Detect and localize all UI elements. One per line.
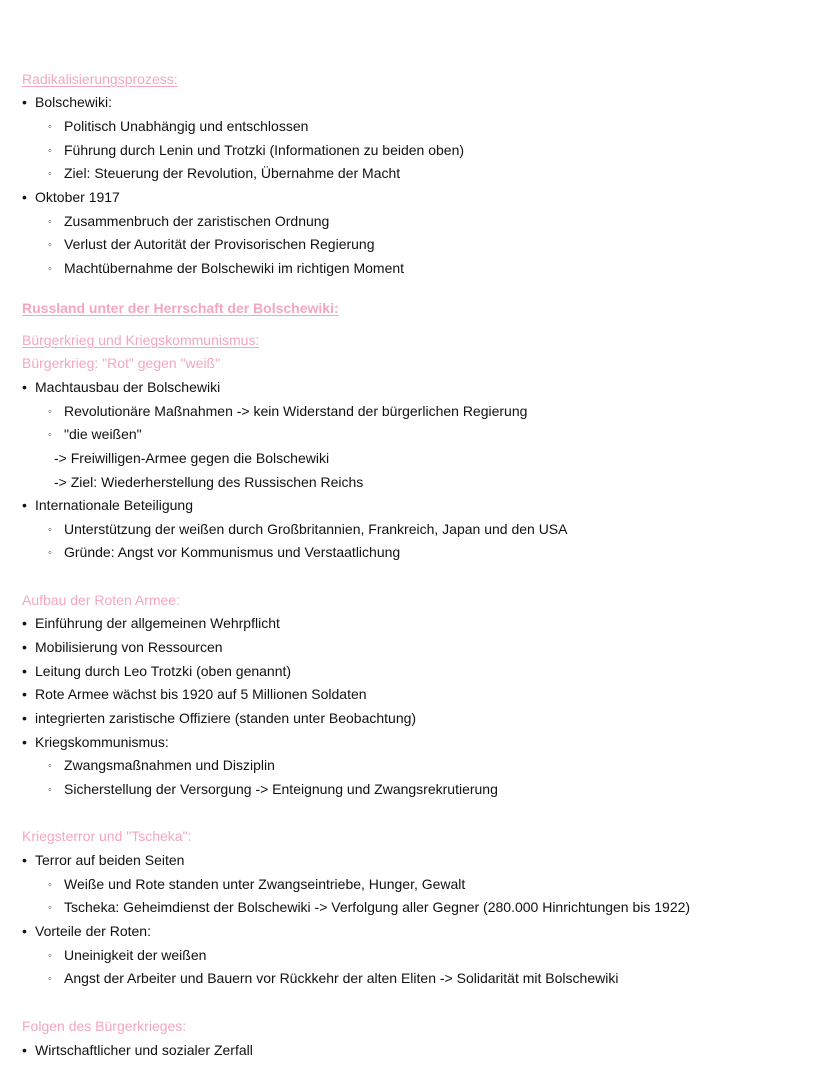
bullet-icon: • xyxy=(22,710,27,726)
list-item xyxy=(22,685,367,703)
sub-bullet-icon: ◦ xyxy=(48,973,52,985)
heading-radikalisierungsprozess: Radikalisierungsprozess: xyxy=(22,71,178,87)
list-item xyxy=(22,378,220,396)
list-item xyxy=(48,259,404,277)
list-item xyxy=(22,733,169,751)
list-item-text: Oktober 1917 xyxy=(35,189,120,205)
bullet-icon: • xyxy=(22,923,27,939)
list-item xyxy=(22,851,184,869)
bullet-icon: • xyxy=(22,734,27,750)
sub-bullet-icon: ◦ xyxy=(48,406,52,418)
list-item xyxy=(48,898,690,916)
list-item-text: Einführung der allgemeinen Wehrpflicht xyxy=(35,615,280,631)
sub-bullet-icon: ◦ xyxy=(48,121,52,133)
list-item xyxy=(48,756,275,774)
list-item-text: Unterstützung der weißen durch Großbritannien, Frankreich, Japan und den USA xyxy=(64,521,568,537)
sub-bullet-icon: ◦ xyxy=(48,879,52,891)
list-item xyxy=(48,117,308,135)
list-item xyxy=(48,141,464,159)
sub-bullet-icon: ◦ xyxy=(48,168,52,180)
bullet-icon: • xyxy=(22,189,27,205)
bullet-icon: • xyxy=(22,94,27,110)
subheading-rot-gegen-weiss: Bürgerkrieg: "Rot" gegen "weiß" xyxy=(22,355,221,371)
list-item-text: Revolutionäre Maßnahmen -> kein Widerstand der bürgerlichen Regierung xyxy=(64,403,528,419)
heading-folgen: Folgen des Bürgerkrieges: xyxy=(22,1018,187,1034)
heading-kriegsterror: Kriegsterror und "Tscheka": xyxy=(22,828,192,844)
list-item xyxy=(48,425,142,443)
bullet-icon: • xyxy=(22,686,27,702)
list-item-text: Tscheka: Geheimdienst der Bolschewiki -> Verfolgung aller Gegner (280.000 Hinrichtungen bis 1922) xyxy=(64,899,691,915)
list-item-text: Machtausbau der Bolschewiki xyxy=(35,379,221,395)
list-item-text: Verlust der Autorität der Provisorischen Regierung xyxy=(64,236,375,252)
bullet-icon: • xyxy=(22,497,27,513)
list-item-text: Internationale Beteiligung xyxy=(35,497,194,513)
list-item-text: Sicherstellung der Versorgung -> Enteignung und Zwangsrekrutierung xyxy=(64,781,498,797)
list-item-text: Gründe: Angst vor Kommunismus und Verstaatlichung xyxy=(64,544,401,560)
bullet-icon: • xyxy=(22,852,27,868)
list-item xyxy=(22,662,291,680)
sub-bullet-icon: ◦ xyxy=(48,524,52,536)
heading-buergerkrieg: Bürgerkrieg und Kriegskommunismus: xyxy=(22,332,260,348)
sub-bullet-icon: ◦ xyxy=(48,760,52,772)
list-item xyxy=(48,875,465,893)
sub-bullet-icon: ◦ xyxy=(48,950,52,962)
sub-bullet-icon: ◦ xyxy=(48,145,52,157)
list-item xyxy=(48,402,527,420)
list-item-text: Uneinigkeit der weißen xyxy=(64,947,207,963)
sub-bullet-icon: ◦ xyxy=(48,547,52,559)
list-item xyxy=(48,235,375,253)
list-item-text: Zwangsmaßnahmen und Disziplin xyxy=(64,757,275,773)
arrow-line: -> Freiwilligen-Armee gegen die Bolschewiki xyxy=(54,450,330,466)
list-item xyxy=(22,1041,253,1059)
list-item xyxy=(48,780,498,798)
bullet-icon: • xyxy=(22,1042,27,1058)
sub-bullet-icon: ◦ xyxy=(48,216,52,228)
list-item-text: Politisch Unabhängig und entschlossen xyxy=(64,118,309,134)
section-title: Russland unter der Herrschaft der Bolschewiki: xyxy=(22,300,339,316)
list-item-text: Terror auf beiden Seiten xyxy=(35,852,185,868)
list-item xyxy=(22,614,280,632)
sub-bullet-icon: ◦ xyxy=(48,239,52,251)
sub-bullet-icon: ◦ xyxy=(48,784,52,796)
bullet-icon: • xyxy=(22,663,27,679)
list-item xyxy=(22,93,112,111)
list-item xyxy=(48,543,400,561)
list-item-text: Bolschewiki: xyxy=(35,94,113,110)
sub-bullet-icon: ◦ xyxy=(48,263,52,275)
list-item-text: "die weißen" xyxy=(64,426,142,442)
arrow-line: -> Ziel: Wiederherstellung des Russischen Reichs xyxy=(54,474,364,490)
list-item xyxy=(48,212,329,230)
list-item xyxy=(22,496,193,514)
list-item xyxy=(22,188,120,206)
list-item xyxy=(48,969,618,987)
list-item-text: Wirtschaftlicher und sozialer Zerfall xyxy=(35,1042,253,1058)
list-item-text: Führung durch Lenin und Trotzki (Informationen zu beiden oben) xyxy=(64,142,465,158)
list-item-text: Ziel: Steuerung der Revolution, Übernahme der Macht xyxy=(64,165,401,181)
heading-rote-armee: Aufbau der Roten Armee: xyxy=(22,592,180,608)
sub-bullet-icon: ◦ xyxy=(48,429,52,441)
list-item-text: Mobilisierung von Ressourcen xyxy=(35,639,223,655)
list-item-text: Zusammenbruch der zaristischen Ordnung xyxy=(64,213,330,229)
list-item xyxy=(48,946,206,964)
list-item-text: Machtübernahme der Bolschewiki im richtigen Moment xyxy=(64,260,405,276)
list-item-text: Angst der Arbeiter und Bauern vor Rückkehr der alten Eliten -> Solidarität mit Bolschewiki xyxy=(64,970,619,986)
list-item xyxy=(48,164,400,182)
bullet-icon: • xyxy=(22,639,27,655)
bullet-icon: • xyxy=(22,615,27,631)
list-item-text: integrierten zaristische Offiziere (standen unter Beobachtung) xyxy=(35,710,417,726)
list-item xyxy=(22,709,416,727)
sub-bullet-icon: ◦ xyxy=(48,902,52,914)
list-item-text: Rote Armee wächst bis 1920 auf 5 Millionen Soldaten xyxy=(35,686,367,702)
list-item-text: Leitung durch Leo Trotzki (oben genannt) xyxy=(35,663,292,679)
list-item-text: Weiße und Rote standen unter Zwangseintriebe, Hunger, Gewalt xyxy=(64,876,466,892)
list-item xyxy=(22,922,151,940)
list-item xyxy=(48,520,568,538)
list-item-text: Kriegskommunismus: xyxy=(35,734,169,750)
bullet-icon: • xyxy=(22,379,27,395)
list-item xyxy=(22,638,223,656)
list-item-text: Vorteile der Roten: xyxy=(35,923,151,939)
